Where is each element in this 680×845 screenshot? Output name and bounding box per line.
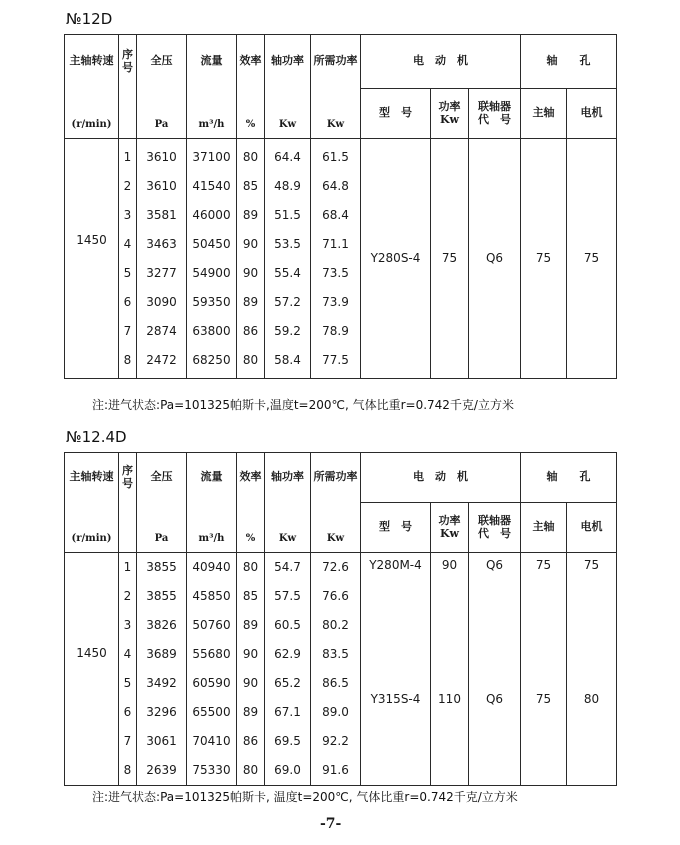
cell-eff: 90 <box>242 265 259 280</box>
cell-flow: 63800 <box>192 323 231 338</box>
header-motor: 电 动 机 <box>361 453 521 503</box>
motor-b-motor-shaft: 80 <box>583 692 600 706</box>
motor-model: Y280S-4 <box>361 139 431 379</box>
cell-eff: 89 <box>242 618 259 632</box>
motor-a-power: 90 <box>441 558 458 572</box>
header-shaft-hole: 轴 孔 <box>521 453 617 503</box>
unit-flow: m³/h <box>187 503 237 553</box>
cell-shaft: 67.1 <box>274 705 301 719</box>
cell-eff: 85 <box>242 178 259 193</box>
unit-pressure: Pa <box>137 503 187 553</box>
cell-req: 64.8 <box>322 178 349 193</box>
motor-shaft-hole: 75 <box>567 139 617 379</box>
cell-flow: 75330 <box>192 763 231 777</box>
header-coupling: 联轴器 代 号 <box>469 89 521 139</box>
cell-pressure: 3296 <box>146 705 177 719</box>
cell-pressure: 3855 <box>146 560 177 574</box>
cell-pressure: 3277 <box>146 265 177 280</box>
table2-title: №12.4D <box>66 428 127 446</box>
cell-flow: 68250 <box>192 352 231 367</box>
cell-flow: 45850 <box>192 589 231 603</box>
cell-seq: 4 <box>123 647 132 661</box>
cell-req: 83.5 <box>322 647 349 661</box>
cell-eff: 89 <box>242 705 259 719</box>
cell-shaft: 57.5 <box>274 589 301 603</box>
cell-pressure: 3855 <box>146 589 177 603</box>
cell-shaft: 54.7 <box>274 560 301 574</box>
cell-eff: 80 <box>242 149 259 164</box>
cell-eff: 86 <box>242 734 259 748</box>
speed-value: 1450 <box>65 553 119 786</box>
cell-seq: 8 <box>123 352 132 367</box>
cell-req: 72.6 <box>322 560 349 574</box>
cell-seq: 6 <box>123 294 132 309</box>
cell-req: 68.4 <box>322 207 349 222</box>
req-col <box>311 139 361 379</box>
cell-pressure: 3090 <box>146 294 177 309</box>
motor-a-main-shaft: 75 <box>535 558 552 572</box>
motor-b-main-shaft: 75 <box>535 692 552 706</box>
cell-seq: 4 <box>123 236 132 251</box>
cell-pressure: 3463 <box>146 236 177 251</box>
cell-flow: 65500 <box>192 705 231 719</box>
cell-req: 78.9 <box>322 323 349 338</box>
cell-pressure: 3061 <box>146 734 177 748</box>
cell-req: 73.9 <box>322 294 349 309</box>
eff-col <box>237 553 265 786</box>
cell-seq: 8 <box>123 763 132 777</box>
cell-pressure: 2639 <box>146 763 177 777</box>
cell-eff: 90 <box>242 647 259 661</box>
speed-value: 1450 <box>65 139 119 379</box>
header-efficiency: 效率 <box>237 453 265 503</box>
motor-a-motor-shaft: 75 <box>583 558 600 572</box>
cell-flow: 54900 <box>192 265 231 280</box>
header-main-shaft: 主轴 <box>521 503 567 553</box>
header-motor: 电 动 机 <box>361 35 521 89</box>
header-motor-model: 型 号 <box>361 503 431 553</box>
unit-shaft-power: Kw <box>265 503 311 553</box>
cell-flow: 40940 <box>192 560 231 574</box>
header-shaft-hole: 轴 孔 <box>521 35 617 89</box>
header-coupling: 联轴器 代 号 <box>469 503 521 553</box>
cell-seq: 1 <box>123 149 132 164</box>
req-col <box>311 553 361 786</box>
header-motor-model: 型 号 <box>361 89 431 139</box>
cell-shaft: 64.4 <box>274 149 301 164</box>
header-seq: 序号 <box>119 453 137 503</box>
spec-table-12-4d <box>64 452 617 786</box>
unit-flow: m³/h <box>187 89 237 139</box>
cell-shaft: 55.4 <box>274 265 301 280</box>
cell-shaft: 60.5 <box>274 618 301 632</box>
cell-flow: 50450 <box>192 236 231 251</box>
cell-pressure: 3610 <box>146 149 177 164</box>
motor-power: 75 <box>431 139 469 379</box>
header-required-power: 所需功率 <box>311 35 361 89</box>
cell-req: 71.1 <box>322 236 349 251</box>
pressure-col <box>137 139 187 379</box>
table2-note: 注:进气状态:Pa=101325帕斯卡, 温度t=200℃, 气体比重r=0.742千克/立方米 <box>92 790 518 804</box>
cell-flow: 60590 <box>192 676 231 690</box>
header-motor-power: 功率 Kw <box>431 89 469 139</box>
cell-pressure: 3492 <box>146 676 177 690</box>
unit-shaft-power: Kw <box>265 89 311 139</box>
motor-b-model: Y315S-4 <box>370 692 421 706</box>
header-pressure: 全压 <box>137 453 187 503</box>
header-pressure: 全压 <box>137 35 187 89</box>
cell-seq: 6 <box>123 705 132 719</box>
table1-note: 注:进气状态:Pa=101325帕斯卡,温度t=200℃, 气体比重r=0.742千克/立方米 <box>92 398 514 412</box>
cell-seq: 5 <box>123 676 132 690</box>
header-flow: 流量 <box>187 453 237 503</box>
cell-eff: 80 <box>242 560 259 574</box>
motor-a-coupling: Q6 <box>485 558 504 572</box>
header-required-power: 所需功率 <box>311 453 361 503</box>
unit-speed: (r/min) <box>65 89 119 139</box>
header-main-shaft: 主轴 <box>521 89 567 139</box>
cell-shaft: 53.5 <box>274 236 301 251</box>
cell-seq: 7 <box>123 323 132 338</box>
cell-req: 77.5 <box>322 352 349 367</box>
cell-flow: 37100 <box>192 149 231 164</box>
cell-eff: 85 <box>242 589 259 603</box>
cell-req: 61.5 <box>322 149 349 164</box>
coupling-code: Q6 <box>469 139 521 379</box>
cell-shaft: 65.2 <box>274 676 301 690</box>
cell-eff: 90 <box>242 676 259 690</box>
main-shaft-hole: 75 <box>521 139 567 379</box>
cell-seq: 7 <box>123 734 132 748</box>
cell-shaft: 57.2 <box>274 294 301 309</box>
unit-required-power: Kw <box>311 89 361 139</box>
unit-required-power: Kw <box>311 503 361 553</box>
header-shaft-power: 轴功率 <box>265 35 311 89</box>
header-shaft-power: 轴功率 <box>265 453 311 503</box>
cell-req: 76.6 <box>322 589 349 603</box>
cell-seq: 1 <box>123 560 132 574</box>
cell-flow: 50760 <box>192 618 231 632</box>
motor-b-coupling: Q6 <box>485 692 504 706</box>
cell-req: 73.5 <box>322 265 349 280</box>
cell-eff: 89 <box>242 207 259 222</box>
flow-col <box>187 139 237 379</box>
spec-table-12d <box>64 34 617 379</box>
header-speed: 主轴转速 <box>65 453 119 503</box>
shaft-col <box>265 553 311 786</box>
unit-efficiency: % <box>237 89 265 139</box>
cell-shaft: 69.5 <box>274 734 301 748</box>
header-flow: 流量 <box>187 35 237 89</box>
eff-col <box>237 139 265 379</box>
header-speed: 主轴转速 <box>65 35 119 89</box>
header-motor-shaft: 电机 <box>567 89 617 139</box>
cell-pressure: 3610 <box>146 178 177 193</box>
cell-flow: 46000 <box>192 207 231 222</box>
page-number: -7- <box>320 816 342 832</box>
unit-pressure: Pa <box>137 89 187 139</box>
cell-eff: 86 <box>242 323 259 338</box>
cell-req: 91.6 <box>322 763 349 777</box>
cell-shaft: 48.9 <box>274 178 301 193</box>
cell-shaft: 51.5 <box>274 207 301 222</box>
header-motor-power: 功率 Kw <box>431 503 469 553</box>
cell-eff: 80 <box>242 763 259 777</box>
cell-req: 92.2 <box>322 734 349 748</box>
unit-efficiency: % <box>237 503 265 553</box>
pressure-col <box>137 553 187 786</box>
cell-pressure: 2472 <box>146 352 177 367</box>
cell-pressure: 3689 <box>146 647 177 661</box>
header-efficiency: 效率 <box>237 35 265 89</box>
cell-flow: 55680 <box>192 647 231 661</box>
cell-pressure: 3581 <box>146 207 177 222</box>
unit-speed: (r/min) <box>65 503 119 553</box>
cell-req: 86.5 <box>322 676 349 690</box>
motor-a-model: Y280M-4 <box>369 558 422 572</box>
table1-title: №12D <box>66 10 113 28</box>
seq-col <box>119 553 137 786</box>
cell-eff: 80 <box>242 352 259 367</box>
cell-seq: 3 <box>123 207 132 222</box>
cell-req: 80.2 <box>322 618 349 632</box>
seq-col <box>119 139 137 379</box>
shaft-col <box>265 139 311 379</box>
cell-pressure: 2874 <box>146 323 177 338</box>
cell-shaft: 69.0 <box>274 763 301 777</box>
cell-eff: 90 <box>242 236 259 251</box>
cell-seq: 2 <box>123 178 132 193</box>
cell-pressure: 3826 <box>146 618 177 632</box>
cell-seq: 2 <box>123 589 132 603</box>
cell-shaft: 58.4 <box>274 352 301 367</box>
motor-b-power: 110 <box>438 692 461 706</box>
cell-req: 89.0 <box>322 705 349 719</box>
cell-flow: 59350 <box>192 294 231 309</box>
header-motor-shaft: 电机 <box>567 503 617 553</box>
cell-flow: 41540 <box>192 178 231 193</box>
header-seq: 序号 <box>119 35 137 89</box>
cell-seq: 3 <box>123 618 132 632</box>
cell-seq: 5 <box>123 265 132 280</box>
cell-eff: 89 <box>242 294 259 309</box>
cell-shaft: 59.2 <box>274 323 301 338</box>
cell-flow: 70410 <box>192 734 231 748</box>
cell-shaft: 62.9 <box>274 647 301 661</box>
flow-col <box>187 553 237 786</box>
